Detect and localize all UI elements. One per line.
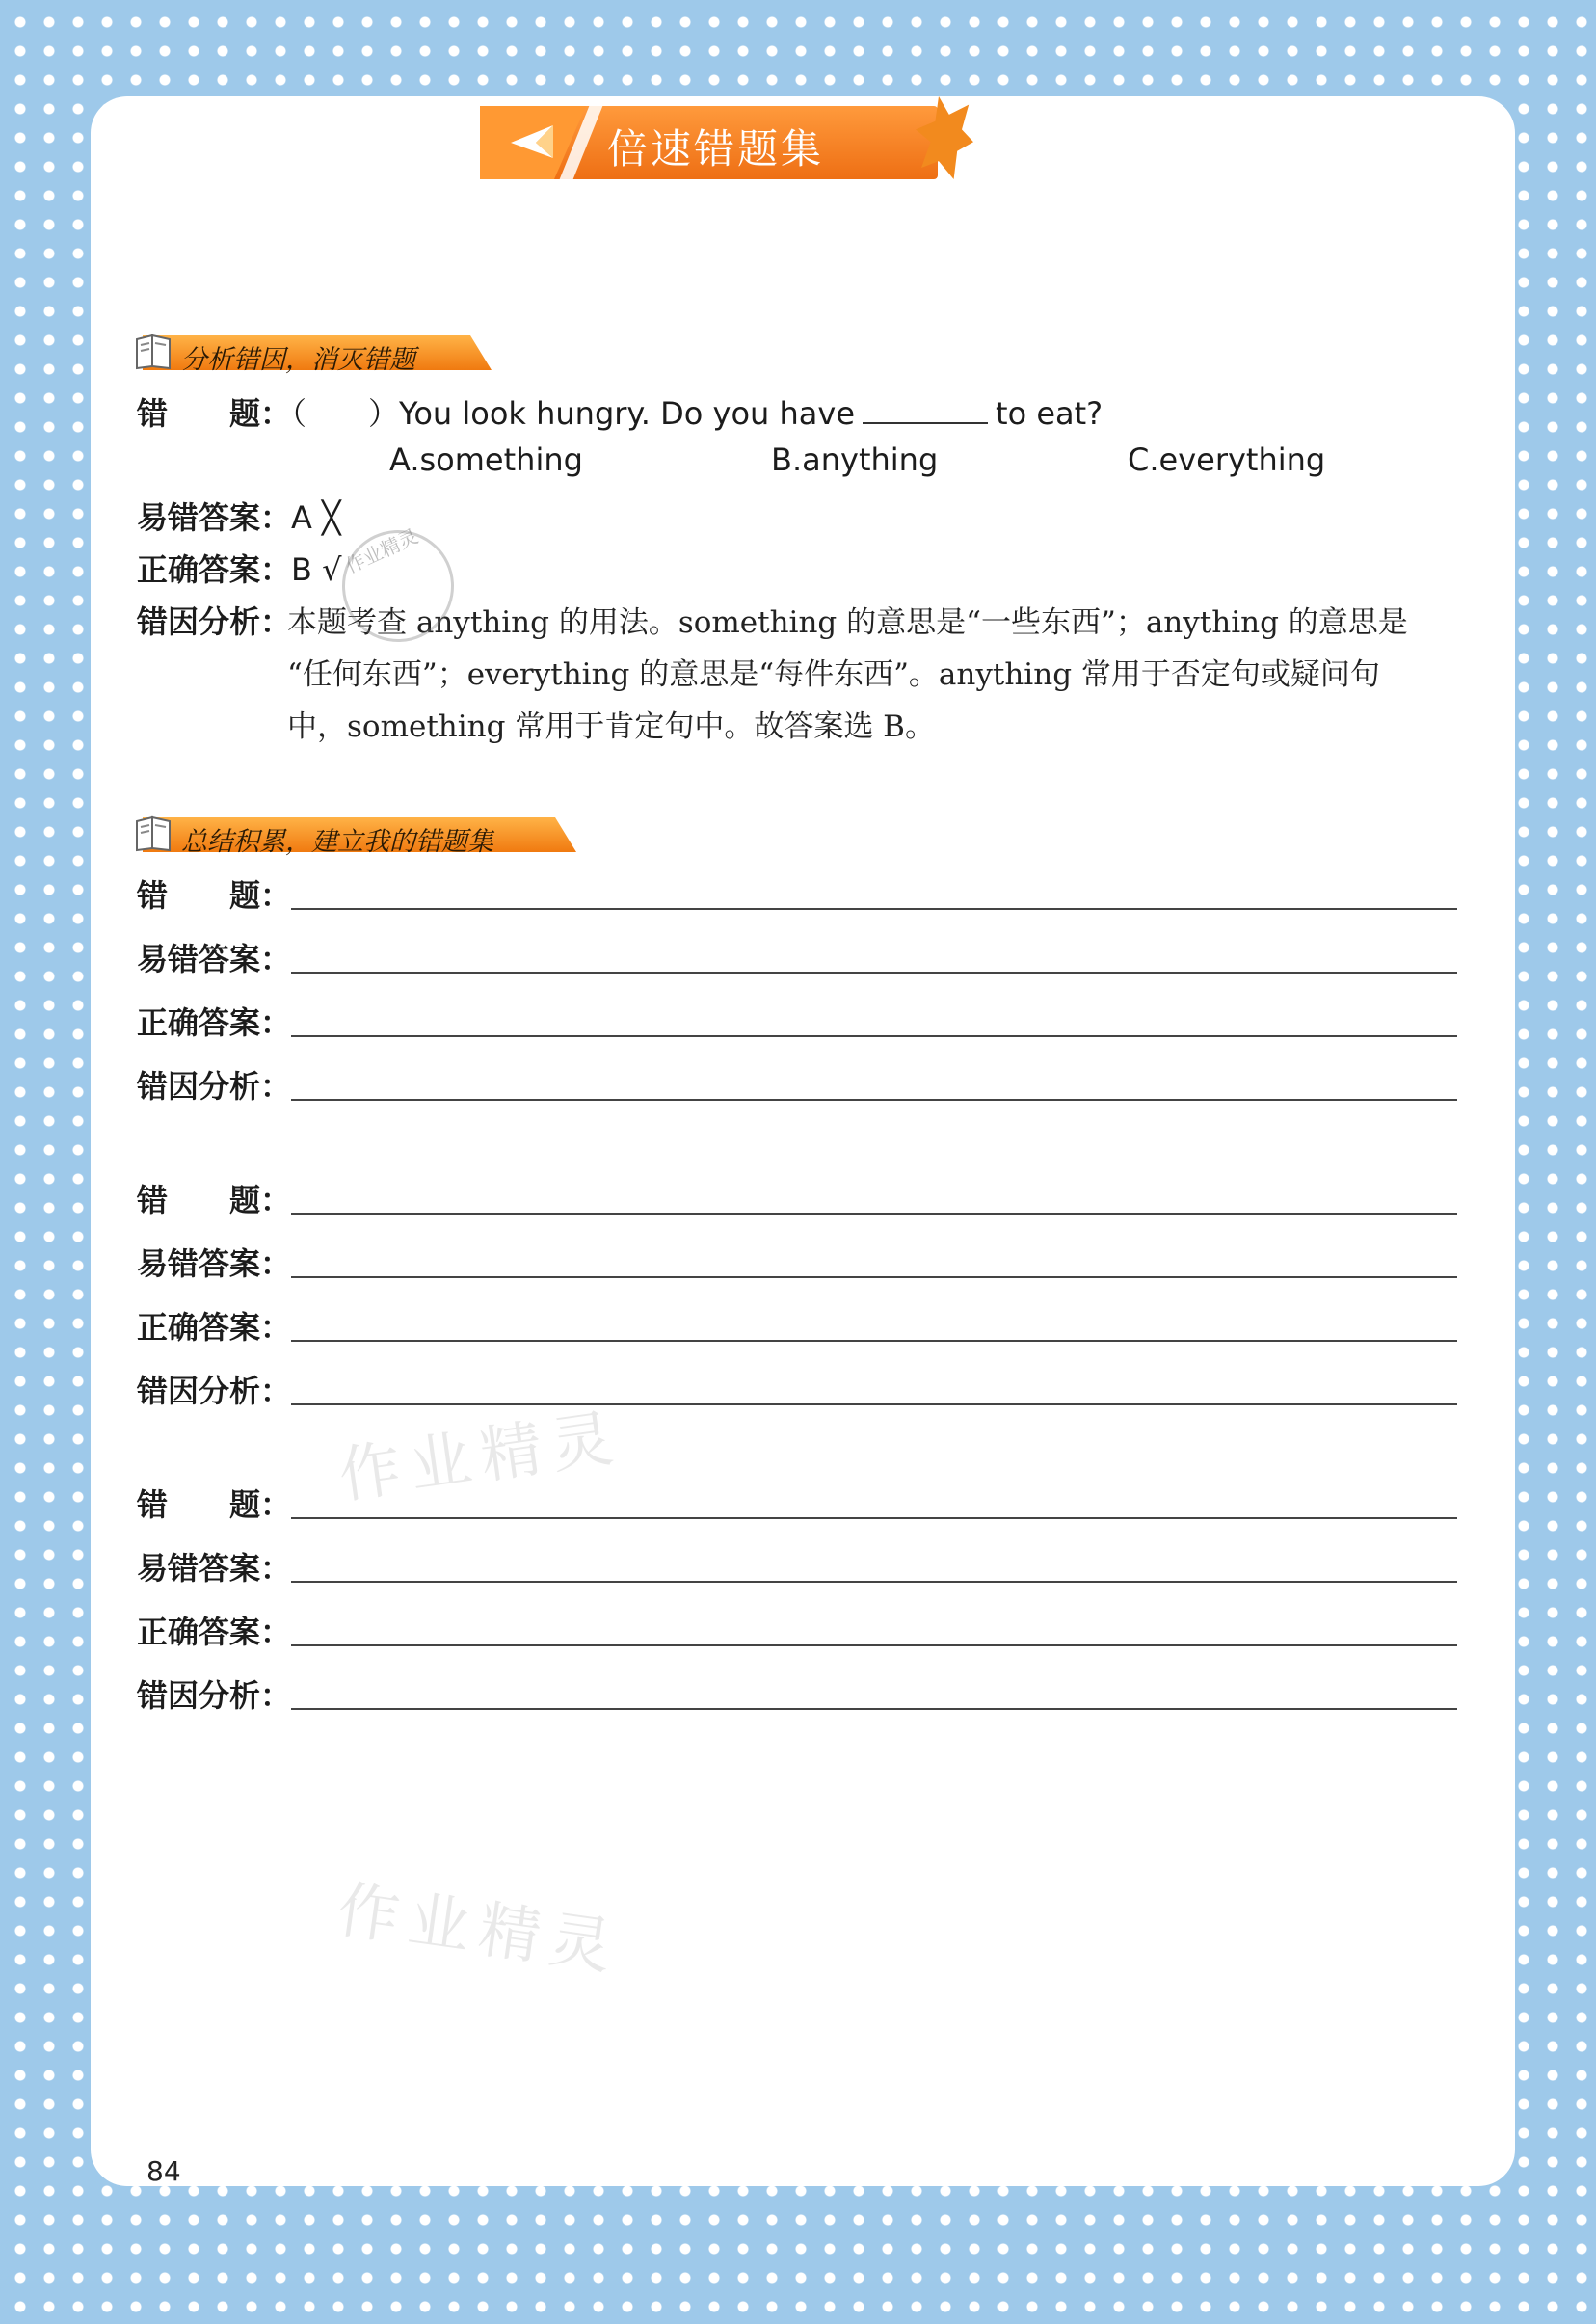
section-heading-collection — [133, 810, 576, 857]
right-answer-row — [137, 546, 342, 590]
arrow-icon — [507, 123, 555, 160]
page-number: 84 — [146, 2155, 181, 2187]
write-line[interactable] — [291, 1517, 1457, 1519]
blank-row-right-2 — [137, 1303, 1457, 1346]
book-icon — [133, 814, 173, 852]
row-label: 正确答案： — [137, 1004, 292, 1041]
answer-paren: （ ） — [291, 395, 400, 432]
write-line[interactable] — [291, 1644, 1457, 1646]
stamp-text: 作业精灵 — [341, 523, 422, 578]
page-title: 倍速错题集 — [607, 125, 825, 173]
blank-row-wrong-3 — [137, 1544, 1457, 1587]
row-label: 易错答案： — [137, 941, 292, 977]
watermark-2: 作业精灵 — [332, 1874, 625, 1986]
option-a: A.something — [389, 441, 583, 478]
blank-row-question-1 — [137, 871, 1457, 914]
wrong-answer-label: 易错答案： — [137, 499, 292, 536]
row-label: 正确答案： — [137, 1309, 292, 1346]
book-icon — [133, 332, 173, 370]
write-line[interactable] — [291, 1708, 1457, 1710]
question-label: 错 题： — [137, 395, 292, 432]
section-heading-label: 分析错因，消灭错题 — [181, 345, 415, 375]
title-banner — [470, 96, 971, 183]
blank-row-wrong-1 — [137, 935, 1457, 977]
write-line[interactable] — [291, 1403, 1457, 1405]
analysis-line-1: 本题考查 anything 的用法。something 的意思是“一些东西”；anything 的意思是 — [287, 605, 1408, 640]
fill-blank — [863, 393, 988, 424]
section-heading-label: 总结积累，建立我的错题集 — [181, 827, 493, 857]
watermark-1: 作业精灵 — [334, 1402, 627, 1513]
right-answer-label: 正确答案： — [137, 551, 292, 588]
row-label: 正确答案： — [137, 1614, 292, 1650]
blank-row-analysis-2 — [137, 1367, 1457, 1409]
row-label: 易错答案： — [137, 1245, 292, 1282]
row-label: 错因分析： — [137, 1373, 292, 1409]
blank-row-wrong-2 — [137, 1240, 1457, 1282]
write-line[interactable] — [291, 1340, 1457, 1342]
question-text-post: to eat? — [996, 395, 1104, 432]
question-text-pre: You look hungry. Do you have — [399, 395, 856, 432]
analysis-line-3: 中，something 常用于肯定句中。故答案选 B。 — [287, 709, 935, 744]
right-answer-value: B √ — [291, 551, 342, 588]
wrong-answer-row — [137, 494, 340, 538]
option-c: C.everything — [1128, 441, 1326, 478]
blank-row-question-3 — [137, 1481, 1457, 1523]
blank-row-analysis-3 — [137, 1671, 1457, 1714]
blank-row-question-2 — [137, 1176, 1457, 1218]
write-line[interactable] — [291, 1276, 1457, 1278]
write-line[interactable] — [291, 1099, 1457, 1101]
blank-row-right-1 — [137, 999, 1457, 1041]
wrong-answer-value: A ╳ — [291, 499, 341, 536]
blank-row-right-3 — [137, 1608, 1457, 1650]
option-b: B.anything — [771, 441, 939, 478]
row-label: 错因分析： — [137, 1677, 292, 1714]
row-label: 错 题： — [137, 1182, 292, 1218]
analysis-label: 错因分析： — [137, 603, 292, 640]
question-row — [137, 389, 1103, 434]
write-line[interactable] — [291, 1035, 1457, 1037]
section-heading-analysis — [133, 328, 492, 375]
row-label: 错因分析： — [137, 1068, 292, 1105]
write-line[interactable] — [291, 1213, 1457, 1215]
write-line[interactable] — [291, 972, 1457, 974]
row-label: 错 题： — [137, 877, 292, 914]
row-label: 易错答案： — [137, 1550, 292, 1587]
row-label: 错 题： — [137, 1486, 292, 1523]
blank-row-analysis-1 — [137, 1062, 1457, 1105]
analysis-line-2: “任何东西”；everything 的意思是“每件东西”。anything 常用于否定句或疑问句 — [287, 657, 1380, 692]
write-line[interactable] — [291, 908, 1457, 910]
write-line[interactable] — [291, 1581, 1457, 1583]
